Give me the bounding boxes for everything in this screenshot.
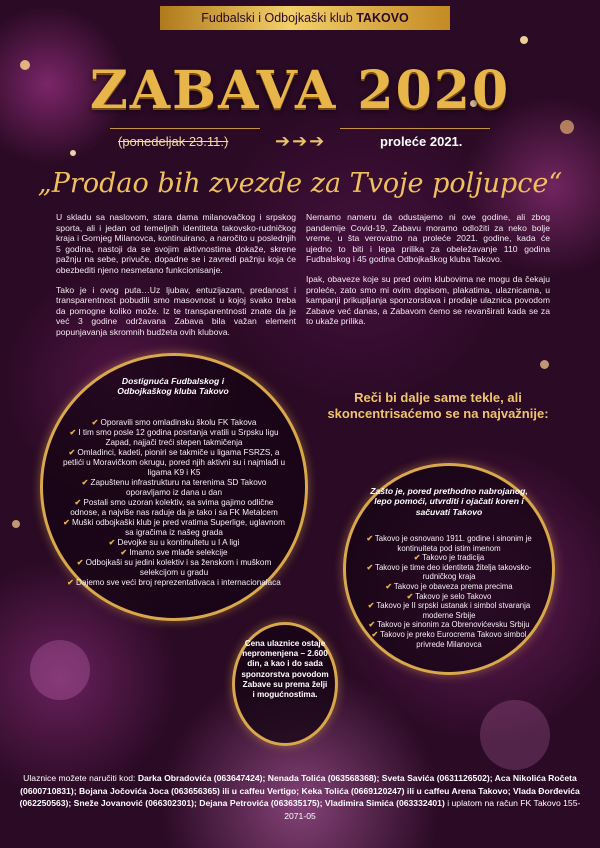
list-item: ✔ I tim smo posle 12 godina posrtanja vratili u Srpsku ligu Zapad, najjači treći stepen takmičenja bbox=[69, 428, 279, 447]
check-icon: ✔ bbox=[63, 518, 70, 527]
check-icon: ✔ bbox=[74, 498, 82, 507]
list-item: ✔ Takovo je time deo identiteta žitelja takovsko-rudničkog kraja bbox=[366, 562, 532, 582]
check-icon: ✔ bbox=[385, 581, 392, 591]
check-icon: ✔ bbox=[371, 629, 379, 639]
check-icon: ✔ bbox=[366, 562, 374, 572]
intro-right-column bbox=[306, 212, 550, 336]
club-prefix: Fudbalski i Odbojkaški klub bbox=[201, 11, 353, 25]
list-item: ✔ Muški odbojkaški klub je pred vratima Superlige, uglavnom sa igračima iz našeg grada bbox=[63, 518, 285, 537]
list-item: ✔ Takovo je osnovano 1911. godine i sinonim je kontinuiteta pod istim imenom bbox=[366, 534, 532, 553]
footer-lead: Ulaznice možete naručiti kod: bbox=[23, 773, 136, 783]
list-item: ✔ Takovo je selo Takovo bbox=[406, 591, 492, 601]
footer-payment: i uplatom na račun FK Takovo 155-2071-05 bbox=[284, 798, 581, 821]
list-item: ✔ Imamo sve mlađe selekcije bbox=[120, 548, 228, 557]
list-item: ✔ Takovo je tradicija bbox=[413, 553, 485, 563]
check-icon: ✔ bbox=[76, 558, 84, 567]
motto: „Prodao bih zvezde za Tvoje poljupce“ bbox=[37, 168, 563, 199]
check-icon: ✔ bbox=[367, 601, 375, 611]
arrow-icon: ➔➔➔ bbox=[275, 131, 327, 151]
list-item: ✔ Takovo je preko Eurocrema Takovo simbol privrede Milanovca bbox=[371, 629, 527, 649]
bokeh-light bbox=[12, 520, 20, 528]
list-item: ✔ Oporavili smo omladinsku školu FK Takova bbox=[91, 418, 257, 427]
check-icon: ✔ bbox=[81, 478, 89, 487]
club-name: TAKOVO bbox=[356, 11, 409, 25]
achievements-circle bbox=[40, 353, 308, 621]
why-title: Zašto je, pored prethodno nabrojanog, lepo pomoći, utvrditi i ojačati koren i sačuvati Takovo bbox=[370, 486, 528, 517]
list-item: ✔ Devojke su u kontinuitetu u I A ligi bbox=[108, 538, 240, 547]
bokeh-light bbox=[30, 640, 90, 700]
old-date: (ponedeljak 23.11.) bbox=[118, 134, 229, 149]
divider-left bbox=[110, 128, 260, 129]
date-change bbox=[0, 131, 600, 154]
check-icon: ✔ bbox=[68, 448, 76, 457]
bokeh-light bbox=[520, 36, 528, 44]
list-item: ✔ Omladinci, kadeti, pioniri se takmiče u ligama FSRZS, a petlići u Moravičkom okrugu, pored njih aktivni su i najmlađi u ligama K9 i K5 bbox=[62, 448, 286, 477]
list-item: ✔ Takovo je II srpski ustanak i simbol stvaranja moderne Srbije bbox=[367, 601, 531, 620]
price-note: Cena ulaznice ostaje nepromenjena – 2.600 din, a kao i do sada sponzorstva povodom Zabave su prema želji i mogućnostima. bbox=[241, 639, 329, 700]
why-circle bbox=[343, 463, 555, 675]
event-title: ZABAVA 2020 bbox=[89, 60, 511, 121]
footer-contact-list: Darka Obradovića (063647424); Nenada Tolića (063568368); Sveta Savića (0631126502); Aca Nikolića Ročeta (0600710831); Bojana Jočovića Joca (063656365) ili u caffeu Vertigo; Keka Tolića (0669120247) ili u caffeu Arena Takovo; Vlada Đorđevića (062250563); Sneže Jovanović (066302301); Dejana Petrovića (063635175); Vladimira Simića (063332401) bbox=[19, 773, 580, 809]
check-icon: ✔ bbox=[406, 591, 414, 601]
check-icon: ✔ bbox=[413, 553, 421, 563]
achievements-list bbox=[61, 418, 287, 588]
check-icon: ✔ bbox=[91, 418, 99, 427]
price-note-circle bbox=[232, 622, 338, 746]
new-date: proleće 2021. bbox=[380, 134, 463, 149]
list-item: ✔ Takovo je obaveza prema precima bbox=[385, 581, 513, 591]
check-icon: ✔ bbox=[366, 534, 373, 543]
divider-right bbox=[340, 128, 490, 129]
club-banner bbox=[160, 6, 450, 30]
list-item: ✔ Zapuštenu infrastrukturu na terenima SD Takovo oporavljamo iz dana u dan bbox=[81, 478, 267, 497]
list-item: ✔ Odbojkaši su jedini kolektiv i sa ženskom i muškom selekcijom u gradu bbox=[76, 558, 272, 577]
check-icon: ✔ bbox=[69, 428, 77, 437]
check-icon: ✔ bbox=[368, 620, 375, 630]
check-icon: ✔ bbox=[67, 578, 75, 587]
footer-contacts bbox=[14, 772, 586, 822]
intro-paragraph: U skladu sa naslovom, stara dama milanovačkog i srpskog sporta, ali i jedan od temeljnih identiteta takovsko-rudničkog kraja i Gornjeg Milanovca, kontinuirano, a naročito u poslednjih 5 godina, nastoji da se svojim aktivnostima dokaže, skrene pažnju na sebe, privuče, dopadne se i zavredi pažnju koja će obezbediti njeno nesmetano funkcionisanje. bbox=[56, 212, 296, 275]
bokeh-light bbox=[560, 120, 574, 134]
intro-paragraph: Ipak, obaveze koje su pred ovim klubovima ne mogu da čekaju proleće, zato smo mi ovim dopisom, plakatima, ulaznicama, u kampanji prikupljanja sponzorstava i prodaje ulaznica povodom Zabave već danas, a Zabavom ćemo se revanširati kada se za to ukaže prilika. bbox=[306, 273, 550, 327]
achievements-title: Dostignuća Fudbalskog i Odbojkaškog kluba Takovo bbox=[117, 376, 229, 397]
why-list bbox=[358, 534, 540, 649]
bokeh-light bbox=[480, 700, 550, 770]
list-item: ✔ Postali smo uzoran kolektiv, sa svima gajimo odlične odnose, a najviše nas raduje da je tako i sa FK Metalcem bbox=[70, 498, 278, 517]
middle-heading: Reči bi dalje same tekle, ali skoncentrisaćemo se na najvažnije: bbox=[327, 390, 549, 421]
intro-left-column bbox=[56, 212, 296, 347]
intro-paragraph: Tako je i ovog puta…Uz ljubav, entuzijazam, predanost i transparentnost pobudili smo masovnost u kojoj svako treba da pomogne koliko može. Iz te transparentnosti znate da je već 3 godine održavana Zabava bila važan element popunjavanja skromnih budžeta ovih klubova. bbox=[56, 284, 296, 337]
check-icon: ✔ bbox=[120, 548, 128, 557]
list-item: ✔ Dajemo sve veći broj reprezentativaca i internacionalaca bbox=[67, 578, 281, 587]
bokeh-light bbox=[540, 360, 549, 369]
check-icon: ✔ bbox=[108, 538, 116, 547]
intro-paragraph: Nemamo nameru da odustajemo ni ove godine, ali zbog pandemije Covid-19, Zabavu moramo odložiti za neko bolje vreme, u šta verovatno na proleće 2021. godine, kada će ujedno to biti i lepa prilika za obeležavanje 110 godina Fudbalskog i 45 godina Odbojkaškog kluba Takovo. bbox=[306, 212, 550, 265]
list-item: ✔ Takovo je sinonim za Obrenovićevsku Srbiju bbox=[368, 620, 530, 630]
